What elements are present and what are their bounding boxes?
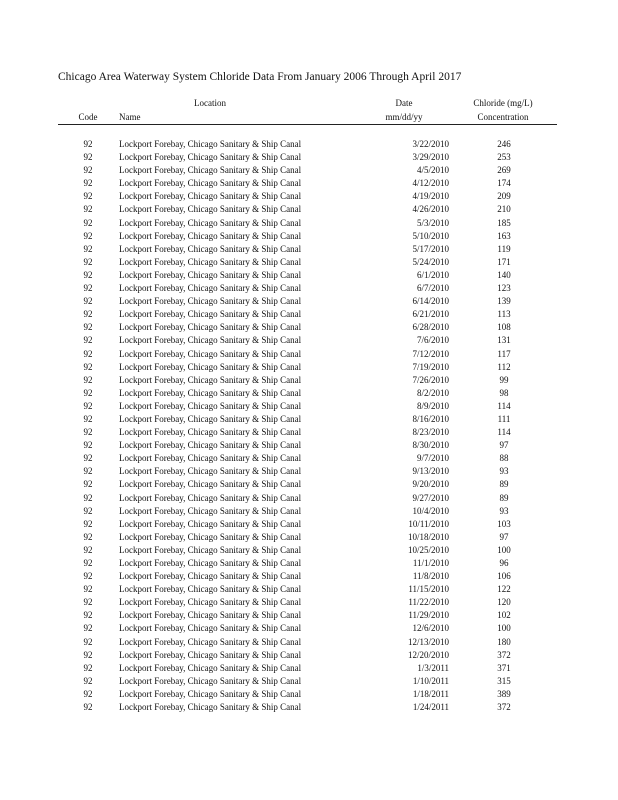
- table-row: [0, 518, 618, 531]
- table-row: [0, 465, 618, 478]
- row-date: 9/7/2010: [416, 453, 449, 464]
- row-code: 92: [83, 283, 93, 294]
- row-code: 92: [83, 256, 93, 267]
- row-code: 92: [83, 675, 93, 686]
- row-code: 92: [83, 400, 93, 411]
- row-location-name: Lockport Forebay, Chicago Sanitary & Ship Canal: [119, 466, 302, 477]
- row-location-name: Lockport Forebay, Chicago Sanitary & Ship Canal: [119, 387, 302, 398]
- row-concentration: 99: [499, 374, 509, 385]
- row-location-name: Lockport Forebay, Chicago Sanitary & Ship Canal: [119, 544, 302, 555]
- row-code: 92: [83, 387, 93, 398]
- row-location-name: Lockport Forebay, Chicago Sanitary & Ship Canal: [119, 204, 302, 215]
- row-date: 10/4/2010: [412, 505, 449, 516]
- row-code: 92: [83, 139, 93, 149]
- row-concentration: 123: [497, 283, 511, 294]
- row-code: 92: [83, 348, 93, 359]
- row-location-name: Lockport Forebay, Chicago Sanitary & Ship Canal: [119, 152, 302, 163]
- row-concentration: 97: [499, 531, 509, 542]
- row-concentration: 89: [499, 479, 509, 490]
- row-concentration: 114: [497, 400, 511, 411]
- row-code: 92: [83, 361, 93, 372]
- row-location-name: Lockport Forebay, Chicago Sanitary & Ship Canal: [119, 702, 302, 713]
- row-date: 1/3/2011: [417, 662, 449, 673]
- row-location-name: Lockport Forebay, Chicago Sanitary & Ship Canal: [119, 243, 302, 254]
- row-date: 10/11/2010: [408, 518, 449, 529]
- row-date: 4/12/2010: [412, 178, 449, 189]
- row-concentration: 185: [497, 217, 511, 228]
- row-date: 5/3/2010: [416, 217, 449, 228]
- row-code: 92: [83, 479, 93, 490]
- row-date: 4/26/2010: [412, 204, 449, 215]
- table-row: [0, 596, 618, 609]
- row-location-name: Lockport Forebay, Chicago Sanitary & Ship Canal: [119, 191, 302, 202]
- row-location-name: Lockport Forebay, Chicago Sanitary & Ship Canal: [119, 335, 302, 346]
- row-code: 92: [83, 636, 93, 647]
- row-location-name: Lockport Forebay, Chicago Sanitary & Ship Canal: [119, 178, 302, 189]
- header-chloride: Chloride (mg/L): [473, 98, 533, 108]
- row-code: 92: [83, 688, 93, 699]
- table-row: [0, 256, 618, 269]
- row-concentration: 122: [497, 584, 511, 595]
- row-location-name: Lockport Forebay, Chicago Sanitary & Ship Canal: [119, 675, 302, 686]
- row-location-name: Lockport Forebay, Chicago Sanitary & Ship Canal: [119, 296, 302, 307]
- row-date: 9/27/2010: [412, 492, 449, 503]
- row-location-name: Lockport Forebay, Chicago Sanitary & Ship Canal: [119, 492, 302, 503]
- row-code: 92: [83, 571, 93, 582]
- row-code: 92: [83, 243, 93, 254]
- row-date: 11/8/2010: [412, 571, 449, 582]
- row-concentration: 139: [497, 296, 511, 307]
- table-row: [0, 177, 618, 190]
- header-concentration: Concentration: [477, 112, 529, 122]
- table-row: [0, 374, 618, 387]
- row-concentration: 102: [497, 610, 511, 621]
- row-location-name: Lockport Forebay, Chicago Sanitary & Ship Canal: [119, 256, 302, 267]
- row-location-name: Lockport Forebay, Chicago Sanitary & Ship Canal: [119, 374, 302, 385]
- table-row: [0, 151, 618, 164]
- table-row: [0, 478, 618, 491]
- row-concentration: 88: [499, 453, 509, 464]
- row-location-name: Lockport Forebay, Chicago Sanitary & Ship Canal: [119, 309, 302, 320]
- row-code: 92: [83, 623, 93, 634]
- row-date: 6/28/2010: [412, 322, 449, 333]
- table-row: [0, 649, 618, 662]
- row-location-name: Lockport Forebay, Chicago Sanitary & Ship Canal: [119, 269, 302, 280]
- header-divider: [58, 124, 557, 125]
- table-row: [0, 675, 618, 688]
- header-code: Code: [78, 112, 98, 122]
- row-code: 92: [83, 518, 93, 529]
- row-location-name: Lockport Forebay, Chicago Sanitary & Ship Canal: [119, 348, 302, 359]
- row-date: 4/5/2010: [416, 165, 449, 176]
- table-row: [0, 622, 618, 635]
- table-row: [0, 544, 618, 557]
- row-location-name: Lockport Forebay, Chicago Sanitary & Ship Canal: [119, 531, 302, 542]
- table-row: [0, 321, 618, 334]
- row-date: 8/9/2010: [416, 400, 449, 411]
- table-row: [0, 243, 618, 256]
- table-row: [0, 190, 618, 203]
- row-date: 9/13/2010: [412, 466, 449, 477]
- row-location-name: Lockport Forebay, Chicago Sanitary & Ship Canal: [119, 636, 302, 647]
- row-concentration: 269: [497, 165, 511, 176]
- table-row: [0, 230, 618, 243]
- row-code: 92: [83, 531, 93, 542]
- row-code: 92: [83, 309, 93, 320]
- row-location-name: Lockport Forebay, Chicago Sanitary & Ship Canal: [119, 440, 302, 451]
- row-code: 92: [83, 649, 93, 660]
- row-date: 11/29/2010: [408, 610, 449, 621]
- row-concentration: 89: [499, 492, 509, 503]
- table-row: [0, 295, 618, 308]
- row-date: 10/25/2010: [407, 544, 449, 555]
- table-row: [0, 282, 618, 295]
- row-code: 92: [83, 584, 93, 595]
- row-location-name: Lockport Forebay, Chicago Sanitary & Ship Canal: [119, 453, 302, 464]
- row-code: 92: [83, 702, 93, 713]
- row-code: 92: [83, 453, 93, 464]
- table-row: [0, 609, 618, 622]
- table-row: [0, 439, 618, 452]
- row-concentration: 106: [497, 571, 511, 582]
- table-row: [0, 361, 618, 374]
- row-location-name: Lockport Forebay, Chicago Sanitary & Ship Canal: [119, 165, 302, 176]
- table-row: [0, 348, 618, 361]
- row-location-name: Lockport Forebay, Chicago Sanitary & Ship Canal: [119, 623, 302, 634]
- row-location-name: Lockport Forebay, Chicago Sanitary & Ship Canal: [119, 662, 302, 673]
- row-code: 92: [83, 374, 93, 385]
- row-date: 12/6/2010: [412, 623, 449, 634]
- row-date: 10/18/2010: [407, 531, 449, 542]
- table-row: [0, 164, 618, 177]
- row-concentration: 372: [497, 649, 511, 660]
- table-row: [0, 688, 618, 701]
- table-row: [0, 636, 618, 649]
- row-location-name: Lockport Forebay, Chicago Sanitary & Ship Canal: [119, 361, 302, 372]
- row-date: 5/17/2010: [412, 243, 449, 254]
- row-concentration: 389: [497, 688, 511, 699]
- row-concentration: 98: [499, 387, 509, 398]
- row-code: 92: [83, 597, 93, 608]
- row-date: 6/14/2010: [412, 296, 449, 307]
- row-concentration: 93: [499, 466, 509, 477]
- row-date: 9/20/2010: [412, 479, 449, 490]
- row-concentration: 108: [497, 322, 511, 333]
- row-date: 11/1/2010: [412, 558, 449, 568]
- row-concentration: 117: [497, 348, 511, 359]
- table-row: [0, 426, 618, 439]
- table-row: [0, 570, 618, 583]
- table-row: [0, 701, 618, 714]
- table-row: [0, 492, 618, 505]
- row-date: 8/16/2010: [412, 413, 449, 424]
- row-date: 7/6/2010: [416, 335, 449, 346]
- row-code: 92: [83, 230, 93, 241]
- row-concentration: 114: [497, 427, 511, 438]
- row-code: 92: [83, 440, 93, 451]
- row-code: 92: [83, 204, 93, 215]
- row-concentration: 246: [497, 139, 511, 149]
- row-date: 12/13/2010: [407, 636, 449, 647]
- row-concentration: 163: [497, 230, 511, 241]
- row-code: 92: [83, 191, 93, 202]
- row-concentration: 96: [499, 558, 509, 568]
- row-location-name: Lockport Forebay, Chicago Sanitary & Ship Canal: [119, 322, 302, 333]
- row-concentration: 253: [497, 152, 511, 163]
- table-row: [0, 217, 618, 230]
- row-location-name: Lockport Forebay, Chicago Sanitary & Ship Canal: [119, 597, 302, 608]
- row-concentration: 97: [499, 440, 509, 451]
- row-location-name: Lockport Forebay, Chicago Sanitary & Ship Canal: [119, 649, 302, 660]
- row-date: 3/29/2010: [412, 152, 449, 163]
- row-concentration: 100: [497, 544, 511, 555]
- row-date: 1/24/2011: [412, 702, 449, 713]
- row-concentration: 174: [497, 178, 511, 189]
- row-concentration: 112: [497, 361, 511, 372]
- row-location-name: Lockport Forebay, Chicago Sanitary & Ship Canal: [119, 413, 302, 424]
- row-code: 92: [83, 492, 93, 503]
- row-location-name: Lockport Forebay, Chicago Sanitary & Ship Canal: [119, 427, 302, 438]
- row-date: 7/12/2010: [412, 348, 449, 359]
- row-concentration: 210: [497, 204, 511, 215]
- row-concentration: 131: [497, 335, 511, 346]
- row-code: 92: [83, 217, 93, 228]
- row-code: 92: [83, 662, 93, 673]
- table-row: [0, 387, 618, 400]
- row-location-name: Lockport Forebay, Chicago Sanitary & Ship Canal: [119, 610, 302, 621]
- row-concentration: 209: [497, 191, 511, 202]
- page-title: Chicago Area Waterway System Chloride Data From January 2006 Through April 2017: [58, 71, 462, 83]
- row-concentration: 93: [499, 505, 509, 516]
- row-location-name: Lockport Forebay, Chicago Sanitary & Ship Canal: [119, 505, 302, 516]
- table-row: [0, 531, 618, 544]
- row-location-name: Lockport Forebay, Chicago Sanitary & Ship Canal: [119, 139, 302, 149]
- row-code: 92: [83, 427, 93, 438]
- row-concentration: 113: [497, 309, 511, 320]
- row-code: 92: [83, 505, 93, 516]
- header-name: Name: [119, 112, 141, 122]
- row-date: 1/10/2011: [412, 675, 449, 686]
- row-date: 8/2/2010: [416, 387, 449, 398]
- row-concentration: 100: [497, 623, 511, 634]
- row-code: 92: [83, 544, 93, 555]
- row-location-name: Lockport Forebay, Chicago Sanitary & Ship Canal: [119, 479, 302, 490]
- table-row: [0, 203, 618, 216]
- header-date-format: mm/dd/yy: [385, 112, 423, 122]
- table-row: [0, 269, 618, 282]
- row-location-name: Lockport Forebay, Chicago Sanitary & Ship Canal: [119, 230, 302, 241]
- row-code: 92: [83, 558, 93, 568]
- row-location-name: Lockport Forebay, Chicago Sanitary & Ship Canal: [119, 518, 302, 529]
- row-location-name: Lockport Forebay, Chicago Sanitary & Ship Canal: [119, 283, 302, 294]
- row-date: 5/24/2010: [412, 256, 449, 267]
- row-concentration: 315: [497, 675, 511, 686]
- row-location-name: Lockport Forebay, Chicago Sanitary & Ship Canal: [119, 400, 302, 411]
- row-concentration: 103: [497, 518, 511, 529]
- row-concentration: 180: [497, 636, 511, 647]
- row-location-name: Lockport Forebay, Chicago Sanitary & Ship Canal: [119, 217, 302, 228]
- row-location-name: Lockport Forebay, Chicago Sanitary & Ship Canal: [119, 688, 302, 699]
- table-row: [0, 452, 618, 465]
- table-row: [0, 505, 618, 518]
- row-code: 92: [83, 269, 93, 280]
- row-code: 92: [83, 165, 93, 176]
- row-concentration: 171: [497, 256, 511, 267]
- row-code: 92: [83, 335, 93, 346]
- row-concentration: 119: [497, 243, 511, 254]
- table-row: [0, 557, 618, 570]
- table-row: [0, 308, 618, 321]
- table-row: [0, 400, 618, 413]
- row-date: 12/20/2010: [407, 649, 449, 660]
- header-location: Location: [194, 98, 226, 108]
- data-table-body: [0, 138, 618, 714]
- row-code: 92: [83, 466, 93, 477]
- row-date: 6/7/2010: [416, 283, 449, 294]
- table-row: [0, 583, 618, 596]
- row-date: 8/30/2010: [412, 440, 449, 451]
- row-date: 11/15/2010: [408, 584, 449, 595]
- row-concentration: 120: [497, 597, 511, 608]
- table-row: [0, 138, 618, 151]
- row-code: 92: [83, 413, 93, 424]
- row-code: 92: [83, 152, 93, 163]
- header-date: Date: [395, 98, 413, 108]
- row-code: 92: [83, 296, 93, 307]
- row-location-name: Lockport Forebay, Chicago Sanitary & Ship Canal: [119, 571, 302, 582]
- table-row: [0, 662, 618, 675]
- row-date: 6/21/2010: [412, 309, 449, 320]
- row-date: 4/19/2010: [412, 191, 449, 202]
- row-date: 5/10/2010: [412, 230, 449, 241]
- row-date: 7/19/2010: [412, 361, 449, 372]
- row-location-name: Lockport Forebay, Chicago Sanitary & Ship Canal: [119, 558, 302, 568]
- row-date: 7/26/2010: [412, 374, 449, 385]
- row-date: 11/22/2010: [408, 597, 449, 608]
- row-code: 92: [83, 322, 93, 333]
- row-code: 92: [83, 610, 93, 621]
- row-concentration: 111: [497, 413, 511, 424]
- row-concentration: 140: [497, 269, 511, 280]
- row-date: 3/22/2010: [412, 139, 449, 149]
- row-date: 8/23/2010: [412, 427, 449, 438]
- table-row: [0, 334, 618, 347]
- row-concentration: 372: [497, 702, 511, 713]
- table-row: [0, 413, 618, 426]
- row-code: 92: [83, 178, 93, 189]
- row-location-name: Lockport Forebay, Chicago Sanitary & Ship Canal: [119, 584, 302, 595]
- row-date: 6/1/2010: [416, 269, 449, 280]
- row-date: 1/18/2011: [412, 688, 449, 699]
- row-concentration: 371: [497, 662, 511, 673]
